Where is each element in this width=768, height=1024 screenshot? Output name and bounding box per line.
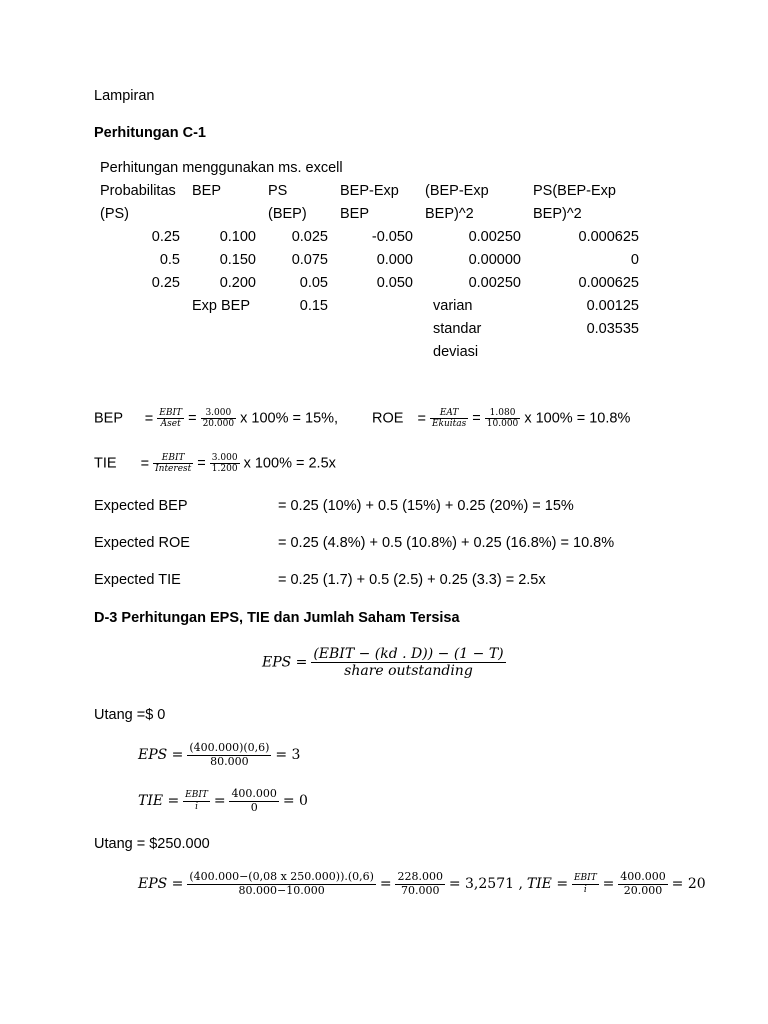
header-cell: (BEP) [268, 205, 307, 222]
table-cell: 0.100 [219, 228, 256, 245]
table-cell: 0.200 [219, 274, 256, 291]
std-value: 0.03535 [586, 320, 639, 337]
header-cell: (BEP-Exp [425, 182, 489, 199]
utang-250-tie-fraction-values: $\frac{400.000}{20.000}$ [620, 870, 666, 897]
table-cell: 0.00250 [468, 274, 521, 291]
utang-250-eps-fraction-values: $\frac{228.000}{70.000}$ [397, 870, 443, 897]
table-cell: 0.05 [299, 274, 328, 291]
table-row [94, 225, 645, 248]
table-cell: 0.5 [159, 251, 180, 268]
varian-value: 0.00125 [586, 297, 639, 314]
eps-lhs: EPS = [262, 654, 308, 671]
varian-label: varian [433, 297, 473, 314]
std-label: standar [433, 320, 482, 337]
expected-roe-value: = 0.25 (4.8%) + 0.5 (10.8%) + 0.25 (16.8%) = 10.8% [278, 535, 615, 551]
roe-fraction: $\frac{\text{EAT}}{\text{Ekuitas}}$ [431, 408, 467, 430]
roe-formula: ROE = $\frac{\text{EAT}}{\text{Ekuitas}}$ = $\frac{1.080}{10.000}$ x 100% = 10.8% [372, 408, 631, 430]
header-cell: BEP-Exp [340, 182, 399, 199]
utang-zero-label: Utang =$ 0 [94, 707, 166, 723]
table-row-std2 [94, 340, 645, 363]
tie-formula: TIE = $\frac{\text{EBIT}}{\text{Interest}}$ = $\frac{3.000}{1.200}$ x 100% = 2.5x [94, 453, 336, 475]
header-cell: PS(BEP-Exp [533, 182, 616, 199]
expected-bep-value: = 0.25 (10%) + 0.5 (15%) + 0.25 (20%) = 15% [278, 498, 574, 514]
tie-fraction: $\frac{\text{EBIT}}{\text{Interest}}$ [155, 453, 192, 475]
header-cell: Probabilitas [100, 182, 176, 199]
expected-bep-label: Expected BEP [94, 498, 188, 514]
utang-250-formulas: EPS = $\frac{(400.000-(0,08 x 250.000)).(0,6)}{80.000-10.000}$ = $\frac{228.000}{70.000}$ = 3,2571 , TIE = $\frac{\text{EBIT}}{i}$ = $\frac{400.000}{20.000}$ = 20 [138, 870, 706, 897]
table-row [94, 271, 645, 294]
bep-formula: BEP = $\frac{\text{EBIT}}{\text{Aset}}$ = $\frac{3.000}{20.000}$ x 100% = 15%, [94, 408, 339, 430]
table-cell: 0.000625 [578, 274, 639, 291]
expected-tie-label: Expected TIE [94, 572, 181, 588]
table-cell: 0.00250 [468, 228, 521, 245]
header-cell: BEP)^2 [425, 205, 474, 222]
table-row-exp-bep [94, 294, 645, 317]
tie-result: x 100% = 2.5x [243, 455, 336, 472]
table-row [94, 248, 645, 271]
utang-zero-eps-fraction: $\frac{(400.000)(0,6)}{80.000}$ [189, 741, 270, 768]
utang-250-label: Utang = $250.000 [94, 836, 210, 852]
table-cell: 0.150 [219, 251, 256, 268]
table-cell: 0.025 [291, 228, 328, 245]
heading-lampiran: Lampiran [94, 88, 155, 104]
exp-bep-value: 0.15 [299, 297, 328, 314]
header-cell [186, 202, 262, 225]
utang-zero-tie-fraction: $\frac{\text{EBIT}}{i}$ [185, 790, 208, 812]
utang-zero-eps: EPS = $\frac{(400.000)(0,6)}{80.000}$ = 3 [138, 741, 301, 768]
table-header-row [94, 179, 645, 202]
table-cell: 0.075 [291, 251, 328, 268]
table-cell: 0.000625 [578, 228, 639, 245]
eps-general-formula [262, 646, 506, 679]
table-header-row [94, 202, 645, 225]
bep-label: BEP [94, 410, 123, 427]
header-cell: BEP [340, 205, 370, 222]
tie-fraction-values: $\frac{3.000}{1.200}$ [211, 453, 238, 475]
heading-d3: D-3 Perhitungan EPS, TIE dan Jumlah Saham Tersisa [94, 610, 460, 626]
eps-general-fraction: $\frac{\text{(EBIT − (kd . D)) − (1 − T)}}{\text{share outstanding}}$ [313, 646, 504, 680]
tie-label: TIE [94, 455, 117, 472]
table-cell: 0.00000 [468, 251, 521, 268]
roe-label: ROE [372, 410, 404, 427]
std-label-2: deviasi [433, 343, 479, 360]
utang-250-eps-fraction: $\frac{(400.000-(0,08 x 250.000)).(0,6)}{80.000-10.000}$ [189, 870, 374, 897]
bep-result: x 100% = 15%, [240, 410, 339, 427]
bep-fraction-values: $\frac{3.000}{20.000}$ [202, 408, 235, 430]
calculation-table [94, 179, 645, 363]
table-row-std [94, 317, 645, 340]
header-cell: BEP)^2 [533, 205, 582, 222]
exp-bep-label: Exp BEP [192, 297, 251, 314]
roe-fraction-values: $\frac{1.080}{10.000}$ [486, 408, 519, 430]
roe-result: x 100% = 10.8% [524, 410, 631, 427]
table-cell: 0.000 [376, 251, 413, 268]
utang-zero-tie-fraction-values: $\frac{400.000}{0}$ [231, 787, 277, 814]
expected-tie-value: = 0.25 (1.7) + 0.5 (2.5) + 0.25 (3.3) = 2.5x [278, 572, 546, 588]
table-cell: 0 [630, 251, 639, 268]
heading-perhitungan-c1: Perhitungan C-1 [94, 125, 206, 141]
table-cell: 0.25 [151, 274, 180, 291]
utang-zero-tie: TIE = $\frac{\text{EBIT}}{i}$ = $\frac{400.000}{0}$ = 0 [138, 787, 308, 814]
table-cell: -0.050 [371, 228, 413, 245]
header-cell: PS [268, 182, 288, 199]
header-cell: (PS) [100, 205, 129, 222]
utang-250-tie-fraction: $\frac{\text{EBIT}}{i}$ [573, 873, 597, 895]
expected-roe-label: Expected ROE [94, 535, 190, 551]
table-cell: 0.050 [376, 274, 413, 291]
table-cell: 0.25 [151, 228, 180, 245]
bep-fraction: $\frac{\text{EBIT}}{\text{Aset}}$ [159, 408, 183, 430]
excel-intro: Perhitungan menggunakan ms. excell [100, 160, 343, 176]
header-cell: BEP [192, 182, 222, 199]
